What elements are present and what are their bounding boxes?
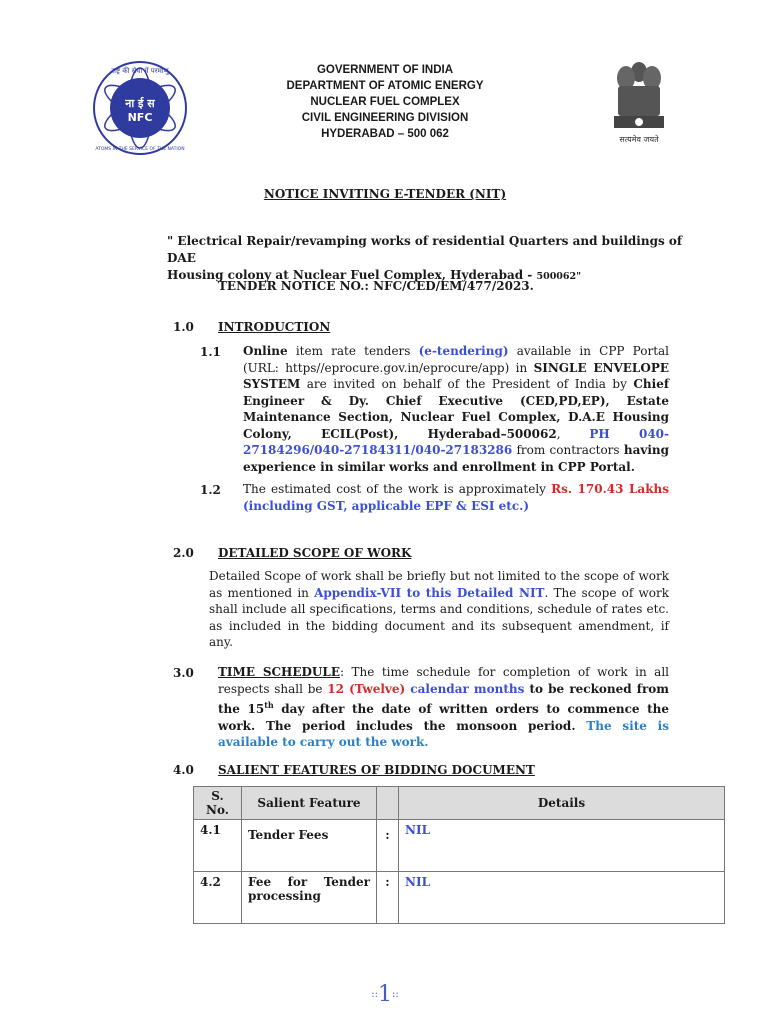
table-row	[194, 820, 725, 872]
cell-sno: 4.1	[194, 820, 242, 872]
national-emblem	[604, 50, 674, 150]
page-number-value: 1	[378, 982, 392, 1007]
subject-pin: 500062"	[536, 271, 582, 282]
section-heading-introduction: INTRODUCTION	[218, 320, 331, 334]
logo-top-text: राष्ट्र की सेवा में परमाणु	[111, 67, 169, 75]
col-header-feature: Salient Feature	[242, 787, 377, 820]
para-number: 1.1	[200, 345, 221, 359]
appendix-link: Appendix-VII to this Detailed NIT	[314, 585, 545, 600]
tender-subject	[167, 233, 697, 285]
subject-line-2: Housing colony at Nuclear Fuel Complex, Hyderabad -	[167, 268, 537, 282]
section-number: 3.0	[173, 666, 194, 680]
logo-ring-text: ATOMS IN THE SERVICE OF THE NATION	[95, 147, 185, 152]
table-row	[194, 872, 725, 924]
cell-sep: :	[377, 820, 399, 872]
cell-details: NIL	[399, 820, 725, 872]
header-line: DEPARTMENT OF ATOMIC ENERGY	[286, 80, 484, 92]
table-header-row	[194, 787, 725, 820]
header-line: NUCLEAR FUEL COMPLEX	[310, 96, 460, 108]
header-line: CIVIL ENGINEERING DIVISION	[301, 112, 469, 124]
cell-feature: Fee for Tender processing	[242, 872, 377, 924]
para-number: 1.2	[200, 483, 221, 497]
cell-sep: :	[377, 872, 399, 924]
cell-details: NIL	[399, 872, 725, 924]
page-number: ::1::	[371, 982, 399, 1007]
section-number: 1.0	[173, 320, 194, 334]
nfc-logo	[92, 60, 188, 156]
para-1-1: Online item rate tenders (e-tendering) available in CPP Portal (URL: https//eprocure.gov.in/eprocure/app) in SINGLE ENVELOPE SYSTEM are invited on behalf of the President of India by Chief Engineer & Dy. Chief Executive (CED,PD,EP), Estate Maintenance Section, Nuclear Fuel Complex, D.A.E Housing Colony, ECIL(Post), Hyderabad–500062, PH 040-27184296/040-27184311/040-27183286 from contractors having experience in similar works and enrollment in CPP Portal.	[243, 344, 670, 474]
department-header	[250, 62, 520, 142]
subject-line-1: " Electrical Repair/revamping works of residential Quarters and buildings of DAE	[167, 234, 683, 265]
emblem-motto: सत्यमेव जयते	[619, 135, 659, 144]
para-3: TIME SCHEDULE: The time schedule for completion of work in all respects shall be 12 (Twelve) calendar months to be reckoned from the 15th day after the date of written orders to commence the work. The period includes the monsoon period. The site is available to carry out the work.	[218, 665, 670, 749]
para-1-2: The estimated cost of the work is approximately Rs. 170.43 Lakhs (including GST, applicable EPF & ESI etc.)	[243, 482, 670, 513]
header-line: GOVERNMENT OF INDIA	[316, 64, 454, 76]
para-2: Detailed Scope of work shall be briefly but not limited to the scope of work as mentioned in Appendix-VII to this Detailed NIT. The scope of work shall include all specifications, terms and conditions, schedule of rates etc. as included in the bidding document and its subsequent amendment, if any.	[209, 569, 669, 649]
logo-center-text: ना ई स	[125, 97, 155, 110]
section-heading-scope: DETAILED SCOPE OF WORK	[218, 546, 412, 560]
cell-sno: 4.2	[194, 872, 242, 924]
cell-feature: Tender Fees	[242, 820, 377, 872]
header-line: HYDERABAD – 500 062	[321, 128, 449, 140]
logo-abbr: NFC	[127, 111, 153, 124]
section-heading-salient-features: SALIENT FEATURES OF BIDDING DOCUMENT	[218, 763, 535, 777]
salient-features-table	[193, 786, 725, 924]
section-number: 4.0	[173, 763, 194, 777]
page-title: NOTICE INVITING E-TENDER (NIT)	[263, 187, 507, 201]
estimated-cost: Rs. 170.43 Lakhs	[551, 482, 670, 496]
section-heading-time-schedule: TIME SCHEDULE	[218, 665, 340, 679]
col-header-details: Details	[399, 787, 725, 820]
phone-numbers: PH 040-27184296/040-27184311/040-27183286	[243, 426, 669, 457]
col-header-sno: S. No.	[194, 787, 242, 820]
tender-notice-number: TENDER NOTICE NO.: NFC/CED/EM/477/2023.	[218, 279, 534, 293]
col-header-sep	[377, 787, 399, 820]
section-number: 2.0	[173, 546, 194, 560]
